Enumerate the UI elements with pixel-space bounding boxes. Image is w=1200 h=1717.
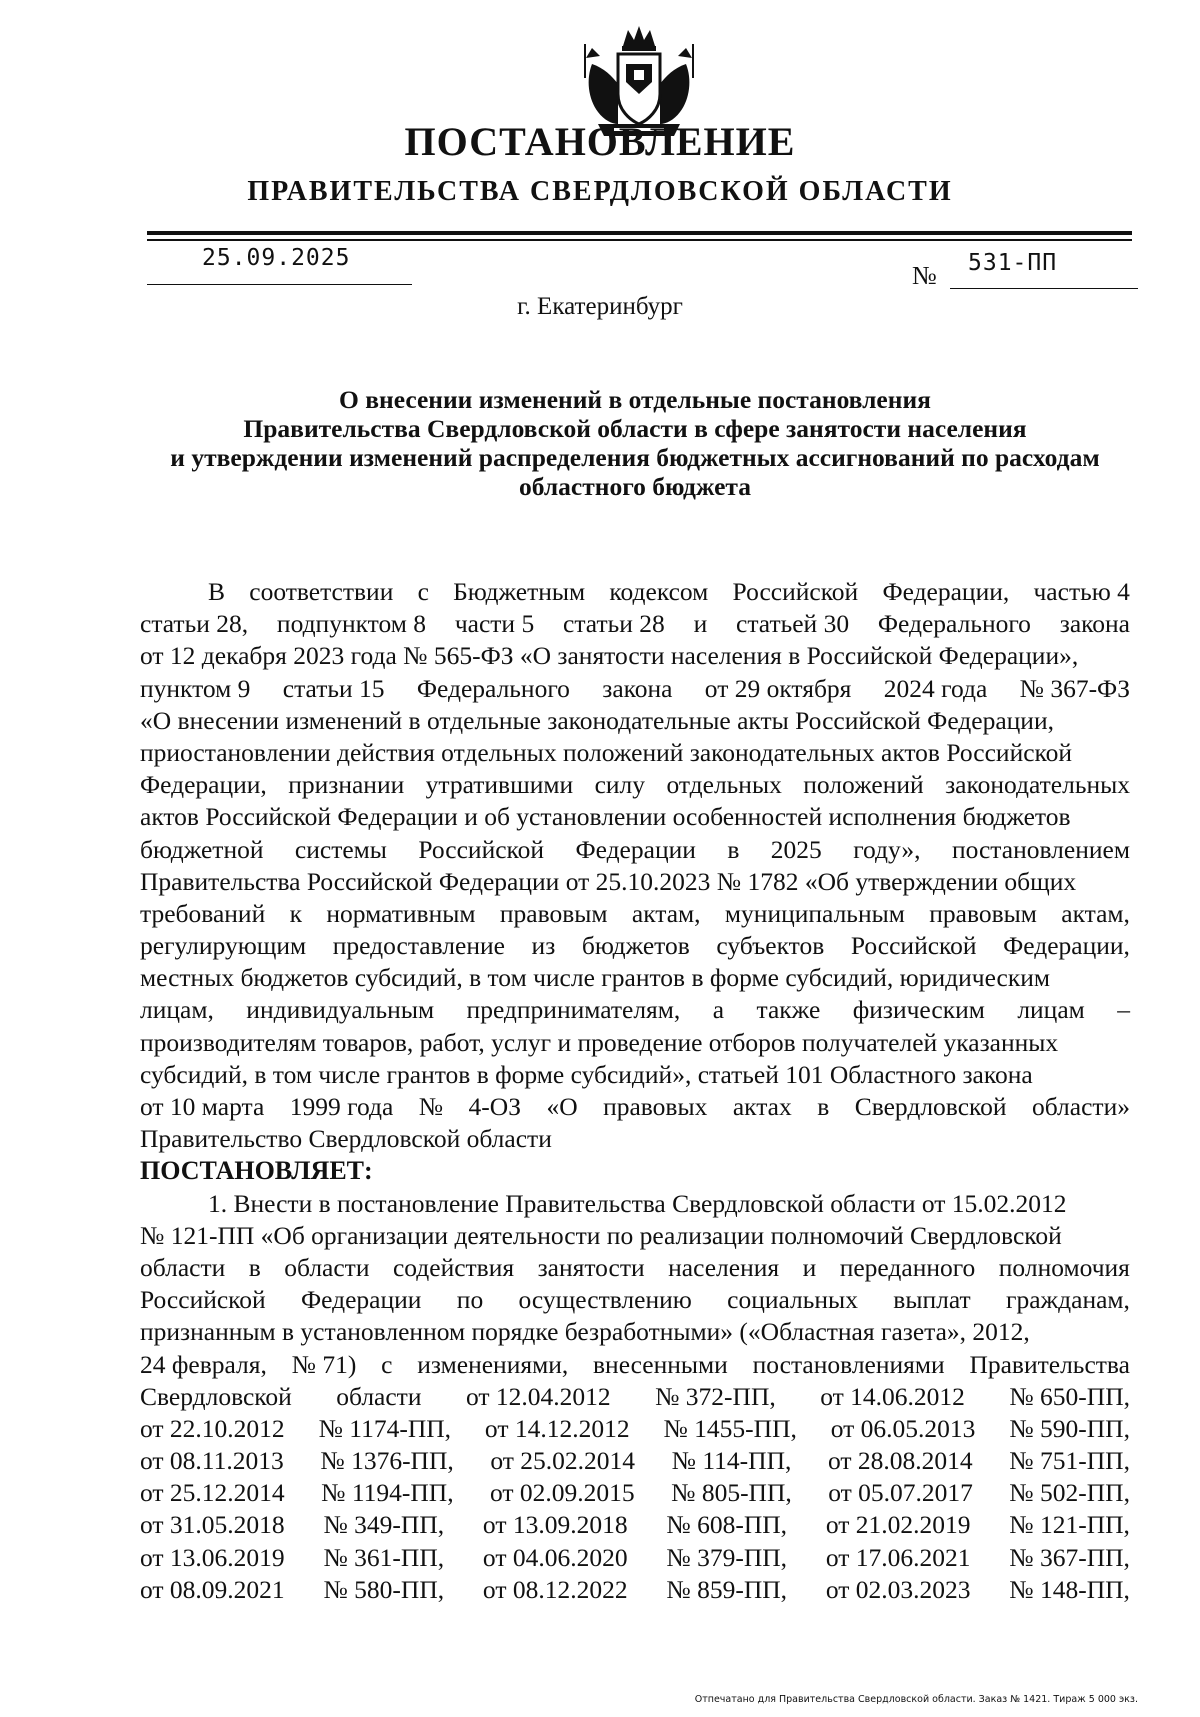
text-segment: Свердловской bbox=[140, 1381, 292, 1411]
text-segment: Федерации bbox=[301, 1285, 422, 1315]
text-segment: Свердловской bbox=[854, 1092, 1007, 1121]
text-segment: внесенными bbox=[593, 1349, 728, 1379]
text-segment: Федерального bbox=[416, 673, 570, 703]
text-segment: № 650-ПП, bbox=[1009, 1381, 1130, 1411]
text-segment: занятости bbox=[537, 1252, 645, 1282]
text-segment: «О bbox=[546, 1092, 578, 1121]
text-segment: части 5 bbox=[454, 609, 535, 639]
text-line bbox=[140, 1542, 1130, 1574]
text-line bbox=[140, 1509, 1130, 1541]
text-segment: № 502-ПП, bbox=[1009, 1478, 1130, 1508]
text-segment: статьи 28, bbox=[140, 609, 249, 639]
document-type-heading: ПОСТАНОВЛЕНИЕ bbox=[404, 119, 796, 164]
text-line bbox=[140, 1252, 1130, 1284]
text-segment: полномочия bbox=[998, 1252, 1130, 1282]
text-segment: Российской bbox=[140, 1285, 266, 1315]
text-line bbox=[140, 576, 1130, 608]
text-segment: соответствии bbox=[249, 577, 394, 606]
text-segment: № 349-ПП, bbox=[323, 1510, 445, 1540]
text-segment: Федерации, bbox=[882, 577, 1010, 606]
text-segment: от 29 октября bbox=[704, 673, 852, 703]
text-segment: муниципальным bbox=[724, 898, 905, 928]
text-segment: частью 4 bbox=[1033, 577, 1130, 606]
text-segment: правовым bbox=[929, 898, 1037, 928]
text-line bbox=[140, 962, 1130, 994]
text-line bbox=[140, 737, 1130, 769]
text-line bbox=[140, 994, 1130, 1026]
text-segment: от 10 марта bbox=[140, 1092, 265, 1121]
text-segment: в bbox=[817, 1092, 830, 1121]
text-segment: № 608-ПП, bbox=[666, 1510, 788, 1540]
text-segment: году», bbox=[853, 834, 921, 864]
text-segment: от 31.05.2018 bbox=[140, 1510, 285, 1540]
text-line bbox=[140, 673, 1130, 705]
text-segment: нормативным bbox=[326, 898, 476, 928]
text-line bbox=[140, 1284, 1130, 1316]
text-segment: предоставление bbox=[332, 931, 505, 961]
text-segment: области bbox=[336, 1381, 422, 1411]
document-title-line: Правительства Свердловской области в сфере занятости населения bbox=[243, 414, 1027, 443]
text-segment: актам, bbox=[1061, 898, 1130, 928]
text-segment: от 05.07.2017 bbox=[828, 1478, 973, 1508]
header-rule-thick bbox=[147, 231, 1132, 235]
document-body bbox=[140, 576, 1130, 1606]
text-line bbox=[140, 769, 1130, 801]
text-line bbox=[140, 1091, 1130, 1123]
text-segment: от 02.09.2015 bbox=[490, 1478, 635, 1508]
text-segment: № 121-ПП «Об организации деятельности по реализации полномочий Свердловской bbox=[140, 1220, 1062, 1250]
text-line bbox=[140, 1220, 1130, 1252]
text-segment: Правительства bbox=[969, 1349, 1130, 1379]
text-segment: Правительства Российской Федерации от 25.10.2023 № 1782 «Об утверждении общих bbox=[140, 866, 1077, 896]
text-segment: от 13.06.2019 bbox=[140, 1542, 285, 1572]
text-segment: области bbox=[284, 1252, 370, 1282]
text-segment: Бюджетным bbox=[453, 577, 586, 606]
text-segment: Российской bbox=[732, 577, 859, 606]
text-segment: от 08.09.2021 bbox=[140, 1574, 285, 1604]
text-segment: «О внесении изменений в отдельные законодательные акты Российской Федерации, bbox=[140, 705, 1054, 735]
city-label: г. Екатеринбург bbox=[517, 293, 683, 320]
text-segment: от 12.04.2012 bbox=[465, 1381, 611, 1411]
number-underline bbox=[950, 288, 1138, 289]
text-line bbox=[140, 640, 1130, 672]
text-line bbox=[140, 1574, 1130, 1606]
text-segment: по bbox=[456, 1285, 484, 1315]
text-segment: от 28.08.2014 bbox=[828, 1446, 973, 1476]
text-segment: бюджетов bbox=[581, 931, 690, 961]
text-segment: № 1376-ПП, bbox=[320, 1446, 454, 1476]
document-title-line: и утверждении изменений распределения бюджетных ассигнований по расходам bbox=[170, 443, 1100, 472]
text-segment: от 04.06.2020 bbox=[482, 1542, 628, 1572]
text-segment: изменениями, bbox=[417, 1349, 569, 1379]
text-segment: осуществлению bbox=[518, 1285, 692, 1315]
document-number: 531-ПП bbox=[968, 250, 1058, 276]
date-underline bbox=[147, 284, 412, 285]
text-line bbox=[140, 930, 1130, 962]
text-segment: признании bbox=[288, 770, 405, 800]
text-segment: 4-ОЗ bbox=[468, 1092, 521, 1121]
text-segment: от 25.02.2014 bbox=[490, 1446, 636, 1476]
text-segment: – bbox=[1117, 995, 1130, 1025]
text-line bbox=[140, 1123, 1130, 1155]
text-segment: № 71) bbox=[291, 1349, 357, 1379]
text-segment: постановлением bbox=[951, 834, 1130, 864]
text-segment: Федерации bbox=[575, 834, 696, 864]
text-segment: от 13.09.2018 bbox=[482, 1510, 628, 1540]
text-segment: от 14.12.2012 bbox=[484, 1413, 630, 1443]
text-segment: статьей 30 bbox=[736, 609, 850, 639]
number-sign: № bbox=[912, 261, 937, 290]
document-date: 25.09.2025 bbox=[202, 245, 351, 271]
text-segment: № 361-ПП, bbox=[323, 1542, 445, 1572]
text-segment: также bbox=[756, 995, 821, 1025]
text-line bbox=[140, 1188, 1130, 1220]
text-segment: № 148-ПП, bbox=[1009, 1574, 1130, 1604]
text-segment: положений bbox=[803, 770, 924, 800]
text-segment: постановлениями bbox=[752, 1349, 945, 1379]
text-segment: системы bbox=[294, 834, 387, 864]
text-segment: статьи 15 bbox=[282, 673, 385, 703]
text-segment: в bbox=[248, 1252, 261, 1282]
text-segment: № 590-ПП, bbox=[1009, 1413, 1130, 1443]
text-segment: № 805-ПП, bbox=[671, 1478, 792, 1508]
text-segment: от 22.10.2012 bbox=[140, 1413, 285, 1443]
text-segment: от 06.05.2013 bbox=[830, 1413, 976, 1443]
text-segment: бюджетной bbox=[140, 834, 264, 864]
resolves-heading: ПОСТАНОВЛЯЕТ: bbox=[140, 1156, 373, 1186]
text-segment: законодательных bbox=[945, 770, 1130, 800]
text-segment: правовых bbox=[603, 1092, 708, 1121]
text-segment: физическим bbox=[852, 995, 985, 1025]
text-segment: требований bbox=[140, 898, 266, 928]
text-segment: приостановлении действия отдельных положений законодательных актов Российской bbox=[140, 737, 1073, 767]
text-segment: актов Российской Федерации и об установлении особенностей исполнения бюджетов bbox=[140, 802, 1071, 832]
text-segment: № 751-ПП, bbox=[1009, 1446, 1130, 1476]
text-segment: местных бюджетов субсидий, в том числе грантов в форме субсидий, юридическим bbox=[140, 963, 1051, 993]
text-segment: населения bbox=[668, 1252, 780, 1282]
text-segment: от 25.12.2014 bbox=[140, 1478, 285, 1508]
text-segment: актам, bbox=[631, 898, 701, 928]
text-segment: 1. Внести в постановление Правительства Свердловской области от 15.02.2012 bbox=[208, 1188, 1067, 1218]
text-segment: из bbox=[531, 931, 556, 961]
text-segment: Федерации, bbox=[140, 770, 267, 800]
document-title-line: О внесении изменений в отдельные постановления bbox=[339, 385, 931, 414]
text-segment: индивидуальным bbox=[246, 995, 435, 1025]
document-title-line: областного бюджета bbox=[518, 472, 751, 501]
text-line bbox=[140, 705, 1130, 737]
text-segment: от 12 декабря 2023 года № 565-ФЗ «О занятости населения в Российской Федерации», bbox=[140, 641, 1079, 671]
text-segment: Федерации, bbox=[1003, 931, 1130, 961]
text-line bbox=[140, 1027, 1130, 1059]
text-segment: статьи 28 bbox=[563, 609, 665, 639]
text-segment: производителям товаров, работ, услуг и проведение отборов получателей указанных bbox=[140, 1027, 1059, 1057]
text-line bbox=[140, 898, 1130, 930]
text-segment: правовым bbox=[499, 898, 608, 928]
text-line bbox=[140, 1445, 1130, 1477]
text-segment: переданного bbox=[839, 1252, 976, 1282]
text-segment: № 1455-ПП, bbox=[663, 1413, 797, 1443]
text-segment: № 121-ПП, bbox=[1009, 1510, 1130, 1540]
text-segment: 2024 года bbox=[883, 673, 988, 703]
text-segment: субсидий, в том числе грантов в форме субсидий», статьей 101 Областного закона bbox=[140, 1059, 1033, 1089]
text-segment: закона bbox=[602, 673, 673, 703]
text-line bbox=[140, 1059, 1130, 1091]
text-segment: № 1194-ПП, bbox=[321, 1478, 454, 1508]
text-segment: В bbox=[208, 577, 226, 606]
text-segment: от 02.03.2023 bbox=[825, 1574, 971, 1604]
text-segment: от 14.06.2012 bbox=[820, 1381, 965, 1411]
text-segment: социальных bbox=[727, 1285, 858, 1315]
text-segment: выплат bbox=[893, 1285, 971, 1315]
issuing-authority-heading: ПРАВИТЕЛЬСТВА СВЕРДЛОВСКОЙ ОБЛАСТИ bbox=[247, 176, 953, 207]
text-segment: 1999 года bbox=[289, 1092, 394, 1121]
text-segment: 24 февраля, bbox=[140, 1349, 267, 1379]
text-segment: с bbox=[381, 1349, 393, 1379]
text-segment: № 367-ПП, bbox=[1009, 1542, 1130, 1572]
text-segment: № 580-ПП, bbox=[323, 1574, 445, 1604]
text-segment: и bbox=[693, 609, 708, 639]
text-segment: предпринимателям, bbox=[466, 995, 681, 1025]
text-segment: Правительство Свердловской области bbox=[140, 1124, 552, 1154]
text-line bbox=[140, 801, 1130, 833]
document-title bbox=[130, 385, 1140, 501]
text-line bbox=[140, 1413, 1130, 1445]
text-segment: № 859-ПП, bbox=[666, 1574, 788, 1604]
text-line bbox=[140, 866, 1130, 898]
text-segment: от 08.11.2013 bbox=[140, 1446, 284, 1476]
text-segment: утратившими bbox=[425, 770, 574, 800]
text-line bbox=[140, 834, 1130, 866]
text-segment: области bbox=[140, 1252, 226, 1282]
text-segment: от 08.12.2022 bbox=[482, 1574, 628, 1604]
text-segment: № 1174-ПП, bbox=[318, 1413, 452, 1443]
text-line bbox=[140, 1381, 1130, 1413]
text-segment: к bbox=[289, 898, 302, 928]
text-segment: 2025 bbox=[770, 834, 822, 864]
text-segment: области» bbox=[1031, 1092, 1130, 1121]
text-segment: лицам, bbox=[140, 995, 214, 1025]
header-rule-thin bbox=[147, 239, 1132, 241]
text-segment: Российской bbox=[418, 834, 545, 864]
text-segment: от 21.02.2019 bbox=[825, 1510, 971, 1540]
text-segment: признанным в установленном порядке безработными» («Областная газета», 2012, bbox=[140, 1317, 1030, 1347]
text-segment: пунктом 9 bbox=[140, 673, 251, 703]
text-segment: № bbox=[418, 1092, 444, 1121]
text-segment: отдельных bbox=[666, 770, 782, 800]
text-line bbox=[140, 608, 1130, 640]
text-segment: регулирующим bbox=[140, 931, 307, 961]
text-segment: силу bbox=[594, 770, 646, 800]
text-segment: содействия bbox=[392, 1252, 515, 1282]
text-segment: Федерального bbox=[877, 609, 1031, 639]
text-segment: и bbox=[802, 1252, 817, 1282]
text-segment: Российской bbox=[850, 931, 977, 961]
text-segment: субъектов bbox=[716, 931, 825, 961]
text-segment: в bbox=[727, 834, 740, 864]
text-segment: от 17.06.2021 bbox=[825, 1542, 971, 1572]
text-segment: № 114-ПП, bbox=[671, 1446, 792, 1476]
text-segment: а bbox=[712, 995, 725, 1025]
text-segment: актах bbox=[732, 1092, 792, 1121]
text-line bbox=[140, 1477, 1130, 1509]
text-segment: кодексом bbox=[609, 577, 709, 606]
text-line bbox=[140, 1349, 1130, 1381]
text-segment: подпунктом 8 bbox=[276, 609, 426, 639]
text-line bbox=[140, 1316, 1130, 1348]
print-footer: Отпечатано для Правительства Свердловской области. Заказ № 1421. Тираж 5 000 экз. bbox=[694, 1694, 1138, 1705]
text-segment: № 379-ПП, bbox=[666, 1542, 788, 1572]
text-segment: с bbox=[417, 577, 429, 606]
text-segment: лицам bbox=[1017, 995, 1085, 1025]
text-segment: гражданам, bbox=[1006, 1285, 1130, 1315]
text-segment: закона bbox=[1059, 609, 1130, 639]
text-segment: № 372-ПП, bbox=[655, 1381, 776, 1411]
text-segment: № 367-ФЗ bbox=[1019, 673, 1130, 703]
